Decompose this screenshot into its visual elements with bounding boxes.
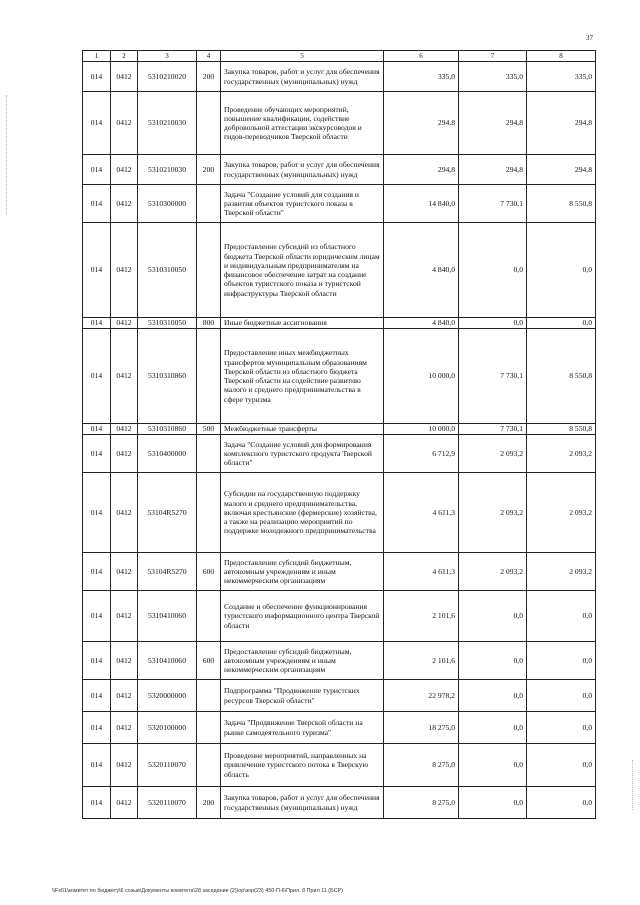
amount-col7-cell: 7 730,1 <box>459 329 527 424</box>
table-row <box>83 712 596 744</box>
section-code-cell: 0412 <box>111 591 138 642</box>
amount-col8-cell: 8 550,8 <box>527 185 596 223</box>
amount-col7-cell: 0,0 <box>459 744 527 787</box>
target-article-cell: 5310210030 <box>138 92 197 155</box>
file-path-footer: \\Fs01\комитет по бюджету\6 созыв\Документы комитета\28 заседание (2)\ор\зор(23) 450-П-6\Прил. 8 Прил 11 (БСР) <box>52 888 343 894</box>
table-row <box>83 435 596 473</box>
page-number: 37 <box>586 34 593 42</box>
expense-type-cell <box>197 680 221 712</box>
target-article-cell: 5310310050 <box>138 318 197 329</box>
section-code-cell: 0412 <box>111 680 138 712</box>
budget-table <box>82 50 596 819</box>
table-row <box>83 553 596 591</box>
amount-col6-cell: 18 275,0 <box>384 712 459 744</box>
description-cell: Проведение мероприятий, направленных на привлечение туристского потока в Тверскую область <box>221 744 384 787</box>
amount-col8-cell: 0,0 <box>527 318 596 329</box>
target-article-cell: 5310410060 <box>138 591 197 642</box>
description-cell: Предоставление иных межбюджетных трансфертов муниципальным образованиям Тверской области из областного бюджета Тверской области на содействие развитию малого и среднего предпринимательства в сфере туризма <box>221 329 384 424</box>
target-article-cell: 5310310860 <box>138 329 197 424</box>
section-code-cell: 0412 <box>111 318 138 329</box>
section-code-cell: 0412 <box>111 473 138 553</box>
expense-type-cell <box>197 223 221 318</box>
amount-col7-cell: 0,0 <box>459 712 527 744</box>
amount-col8-cell: 2 093,2 <box>527 553 596 591</box>
admin-code-cell: 014 <box>83 680 111 712</box>
amount-col8-cell: 0,0 <box>527 223 596 318</box>
admin-code-cell: 014 <box>83 473 111 553</box>
amount-col8-cell: 0,0 <box>527 680 596 712</box>
table-row <box>83 223 596 318</box>
amount-col6-cell: 6 712,9 <box>384 435 459 473</box>
admin-code-cell: 014 <box>83 318 111 329</box>
admin-code-cell: 014 <box>83 329 111 424</box>
table-row <box>83 185 596 223</box>
target-article-cell: 5320110070 <box>138 744 197 787</box>
amount-col8-cell: 294,8 <box>527 92 596 155</box>
target-article-cell: 5310410060 <box>138 642 197 680</box>
admin-code-cell: 014 <box>83 787 111 819</box>
scan-margin-mark-right <box>632 760 633 810</box>
amount-col8-cell: 294,8 <box>527 155 596 185</box>
admin-code-cell: 014 <box>83 62 111 92</box>
description-cell: Межбюджетные трансферты <box>221 424 384 435</box>
table-row <box>83 787 596 819</box>
description-cell: Закупка товаров, работ и услуг для обеспечения государственных (муниципальных) нужд <box>221 787 384 819</box>
expense-type-cell <box>197 435 221 473</box>
table-row <box>83 424 596 435</box>
target-article-cell: 5310210020 <box>138 62 197 92</box>
section-code-cell: 0412 <box>111 329 138 424</box>
table-row <box>83 318 596 329</box>
amount-col6-cell: 4 840,0 <box>384 223 459 318</box>
section-code-cell: 0412 <box>111 435 138 473</box>
amount-col7-cell: 2 093,2 <box>459 553 527 591</box>
description-cell: Подпрограмма "Продвижение туристских ресурсов Тверской области" <box>221 680 384 712</box>
column-header-5: 5 <box>221 51 384 62</box>
column-header-1: 1 <box>83 51 111 62</box>
amount-col7-cell: 0,0 <box>459 591 527 642</box>
amount-col6-cell: 10 000,0 <box>384 329 459 424</box>
column-header-3: 3 <box>138 51 197 62</box>
column-number-header-row <box>83 51 596 62</box>
expense-type-cell <box>197 185 221 223</box>
table-row <box>83 744 596 787</box>
description-cell: Предоставление субсидий из областного бюджета Тверской области юридическим лицам и индивидуальным предпринимателям на финансовое обеспечение затрат на создание объектов туристского показа и туристской инфраструктуры Тверской области <box>221 223 384 318</box>
admin-code-cell: 014 <box>83 185 111 223</box>
amount-col6-cell: 335,0 <box>384 62 459 92</box>
admin-code-cell: 014 <box>83 155 111 185</box>
admin-code-cell: 014 <box>83 435 111 473</box>
section-code-cell: 0412 <box>111 62 138 92</box>
column-header-4: 4 <box>197 51 221 62</box>
amount-col7-cell: 0,0 <box>459 642 527 680</box>
amount-col6-cell: 294,8 <box>384 92 459 155</box>
amount-col6-cell: 22 978,2 <box>384 680 459 712</box>
expense-type-cell: 200 <box>197 155 221 185</box>
description-cell: Задача "Создание условий для формирования комплексного туристского продукта Тверской области" <box>221 435 384 473</box>
target-article-cell: 5310310050 <box>138 223 197 318</box>
description-cell: Проведение обучающих мероприятий, повышение квалификации, содействие добровольной аттестации экскурсоводов и гидов-переводчиков Тверской области <box>221 92 384 155</box>
description-cell: Закупка товаров, работ и услуг для обеспечения государственных (муниципальных) нужд <box>221 62 384 92</box>
target-article-cell: 5320000000 <box>138 680 197 712</box>
amount-col6-cell: 2 101,6 <box>384 591 459 642</box>
expense-type-cell <box>197 744 221 787</box>
amount-col8-cell: 2 093,2 <box>527 473 596 553</box>
section-code-cell: 0412 <box>111 642 138 680</box>
section-code-cell: 0412 <box>111 787 138 819</box>
amount-col7-cell: 335,0 <box>459 62 527 92</box>
description-cell: Предоставление субсидий бюджетным, автономным учреждениям и иным некоммерческим организациям <box>221 553 384 591</box>
amount-col7-cell: 7 730,1 <box>459 424 527 435</box>
amount-col7-cell: 294,8 <box>459 155 527 185</box>
section-code-cell: 0412 <box>111 185 138 223</box>
amount-col6-cell: 8 275,0 <box>384 744 459 787</box>
expense-type-cell <box>197 712 221 744</box>
scan-margin-mark-left <box>6 95 7 215</box>
amount-col8-cell: 2 093,2 <box>527 435 596 473</box>
table-row <box>83 329 596 424</box>
table-row <box>83 680 596 712</box>
description-cell: Субсидии на государственную поддержку малого и среднего предпринимательства, включая крестьянские (фермерские) хозяйства, а также на реализацию мероприятий по поддержке молодежного предпринимательства <box>221 473 384 553</box>
amount-col7-cell: 0,0 <box>459 680 527 712</box>
expense-type-cell <box>197 473 221 553</box>
table-row <box>83 642 596 680</box>
amount-col7-cell: 294,8 <box>459 92 527 155</box>
amount-col6-cell: 8 275,0 <box>384 787 459 819</box>
amount-col6-cell: 4 611,3 <box>384 553 459 591</box>
amount-col6-cell: 10 000,0 <box>384 424 459 435</box>
target-article-cell: 5310210030 <box>138 155 197 185</box>
section-code-cell: 0412 <box>111 712 138 744</box>
section-code-cell: 0412 <box>111 223 138 318</box>
expense-type-cell <box>197 591 221 642</box>
section-code-cell: 0412 <box>111 553 138 591</box>
amount-col6-cell: 4 840,0 <box>384 318 459 329</box>
description-cell: Предоставление субсидий бюджетным, автономным учреждениям и иным некоммерческим организациям <box>221 642 384 680</box>
description-cell: Создание и обеспечение функционирования туристского информационного центра Тверской области <box>221 591 384 642</box>
target-article-cell: 5310400000 <box>138 435 197 473</box>
table-row <box>83 591 596 642</box>
target-article-cell: 5320100000 <box>138 712 197 744</box>
amount-col7-cell: 0,0 <box>459 318 527 329</box>
amount-col8-cell: 8 550,8 <box>527 329 596 424</box>
target-article-cell: 53104R5270 <box>138 553 197 591</box>
section-code-cell: 0412 <box>111 744 138 787</box>
target-article-cell: 5320110070 <box>138 787 197 819</box>
admin-code-cell: 014 <box>83 553 111 591</box>
column-header-6: 6 <box>384 51 459 62</box>
expense-type-cell <box>197 329 221 424</box>
amount-col7-cell: 0,0 <box>459 787 527 819</box>
admin-code-cell: 014 <box>83 642 111 680</box>
target-article-cell: 5310300000 <box>138 185 197 223</box>
admin-code-cell: 014 <box>83 223 111 318</box>
admin-code-cell: 014 <box>83 424 111 435</box>
amount-col7-cell: 0,0 <box>459 223 527 318</box>
amount-col6-cell: 2 101,6 <box>384 642 459 680</box>
column-header-7: 7 <box>459 51 527 62</box>
expense-type-cell: 600 <box>197 642 221 680</box>
admin-code-cell: 014 <box>83 591 111 642</box>
amount-col8-cell: 0,0 <box>527 642 596 680</box>
table-body <box>83 62 596 819</box>
admin-code-cell: 014 <box>83 92 111 155</box>
amount-col6-cell: 4 611,3 <box>384 473 459 553</box>
description-cell: Закупка товаров, работ и услуг для обеспечения государственных (муниципальных) нужд <box>221 155 384 185</box>
section-code-cell: 0412 <box>111 424 138 435</box>
expense-type-cell: 600 <box>197 553 221 591</box>
amount-col8-cell: 0,0 <box>527 591 596 642</box>
amount-col8-cell: 0,0 <box>527 787 596 819</box>
amount-col7-cell: 2 093,2 <box>459 473 527 553</box>
description-cell: Иные бюджетные ассигнования <box>221 318 384 329</box>
amount-col7-cell: 7 730,1 <box>459 185 527 223</box>
admin-code-cell: 014 <box>83 712 111 744</box>
admin-code-cell: 014 <box>83 744 111 787</box>
amount-col8-cell: 335,0 <box>527 62 596 92</box>
target-article-cell: 5310310860 <box>138 424 197 435</box>
expense-type-cell: 200 <box>197 787 221 819</box>
table-row <box>83 473 596 553</box>
table-row <box>83 62 596 92</box>
description-cell: Задача "Создание условий для создания и развития объектов туристского показа в Тверской области" <box>221 185 384 223</box>
column-header-8: 8 <box>527 51 596 62</box>
expense-type-cell: 500 <box>197 424 221 435</box>
amount-col8-cell: 0,0 <box>527 744 596 787</box>
target-article-cell: 53104R5270 <box>138 473 197 553</box>
column-header-2: 2 <box>111 51 138 62</box>
expense-type-cell: 800 <box>197 318 221 329</box>
table-row <box>83 155 596 185</box>
section-code-cell: 0412 <box>111 155 138 185</box>
amount-col6-cell: 14 840,0 <box>384 185 459 223</box>
expense-type-cell <box>197 92 221 155</box>
section-code-cell: 0412 <box>111 92 138 155</box>
description-cell: Задача "Продвижение Тверской области на рынке самодеятельного туризма" <box>221 712 384 744</box>
amount-col7-cell: 2 093,2 <box>459 435 527 473</box>
table-row <box>83 92 596 155</box>
expense-type-cell: 200 <box>197 62 221 92</box>
amount-col8-cell: 0,0 <box>527 712 596 744</box>
amount-col8-cell: 8 550,8 <box>527 424 596 435</box>
amount-col6-cell: 294,8 <box>384 155 459 185</box>
